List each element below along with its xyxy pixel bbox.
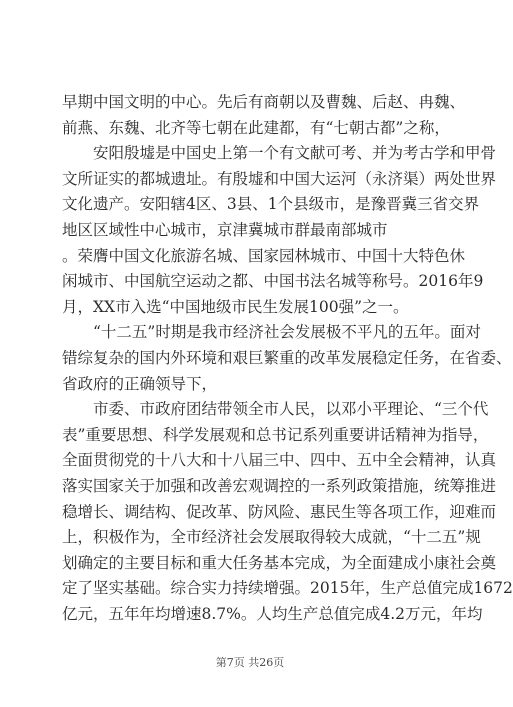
text-line: 。荣膺中国文化旅游名城、国家园林城市、中国十大特色休 [62,246,466,265]
text-line: 稳增长、调结构、促改革、防风险、惠民生等各项工作，迎难而 [62,502,497,521]
text-line: 文所证实的都城遗址。有殷墟和中国大运河（永济渠）两处世界 [62,169,497,188]
text-line: 亿元，五年年均增速8.7%。人均生产总值完成4.2万元，年均 [62,604,483,623]
text-line: 全面贯彻党的十八大和十八届三中、四中、五中全会精神，认真 [62,451,497,470]
text-line: 落实国家关于加强和改善宏观调控的一系列政策措施，统筹推进 [62,476,497,495]
text-line: 前燕、东魏、北齐等七朝在此建都，有“七朝古都”之称， [62,118,450,137]
text-line: 市委、市政府团结带领全市人民，以邓小平理论、“三个代 [62,400,489,419]
page-number-footer: 第7页 共26页 [215,656,285,669]
text-line: 错综复杂的国内外环境和艰巨繁重的改革发展稳定任务，在省委、 [62,348,512,367]
text-line: 文化遗产。安阳辖4区、3县、1个县级市，是豫晋冀三省交界 [62,195,480,214]
text-line: 表”重要思想、科学发展观和总书记系列重要讲话精神为指导， [62,425,489,444]
text-line: 定了坚实基础。综合实力持续增强。2015年，生产总值完成1672 [62,579,513,598]
text-line: 闲城市、中国航空运动之都、中国书法名城等称号。2016年9 [62,272,484,291]
text-line: 上，积极作为，全市经济社会发展取得较大成就，“十二五”规 [62,528,481,547]
text-line: 安阳殷墟是中国史上第一个有文献可考、并为考古学和甲骨 [62,144,497,163]
text-line: 月，XX市入选“中国地级市民生发展100强”之一。 [62,297,409,316]
text-line: 地区区域性中心城市，京津冀城市群最南部城市 [62,220,388,239]
text-line: 省政府的正确领导下， [62,374,218,393]
text-line: 早期中国文明的中心。先后有商朝以及曹魏、后赵、冉魏、 [62,93,466,111]
text-line: “十二五”时期是我市经济社会发展极不平凡的五年。面对 [62,323,481,342]
body-text [62,90,513,627]
text-line: 划确定的主要目标和重大任务基本完成，为全面建成小康社会奠 [62,553,497,572]
